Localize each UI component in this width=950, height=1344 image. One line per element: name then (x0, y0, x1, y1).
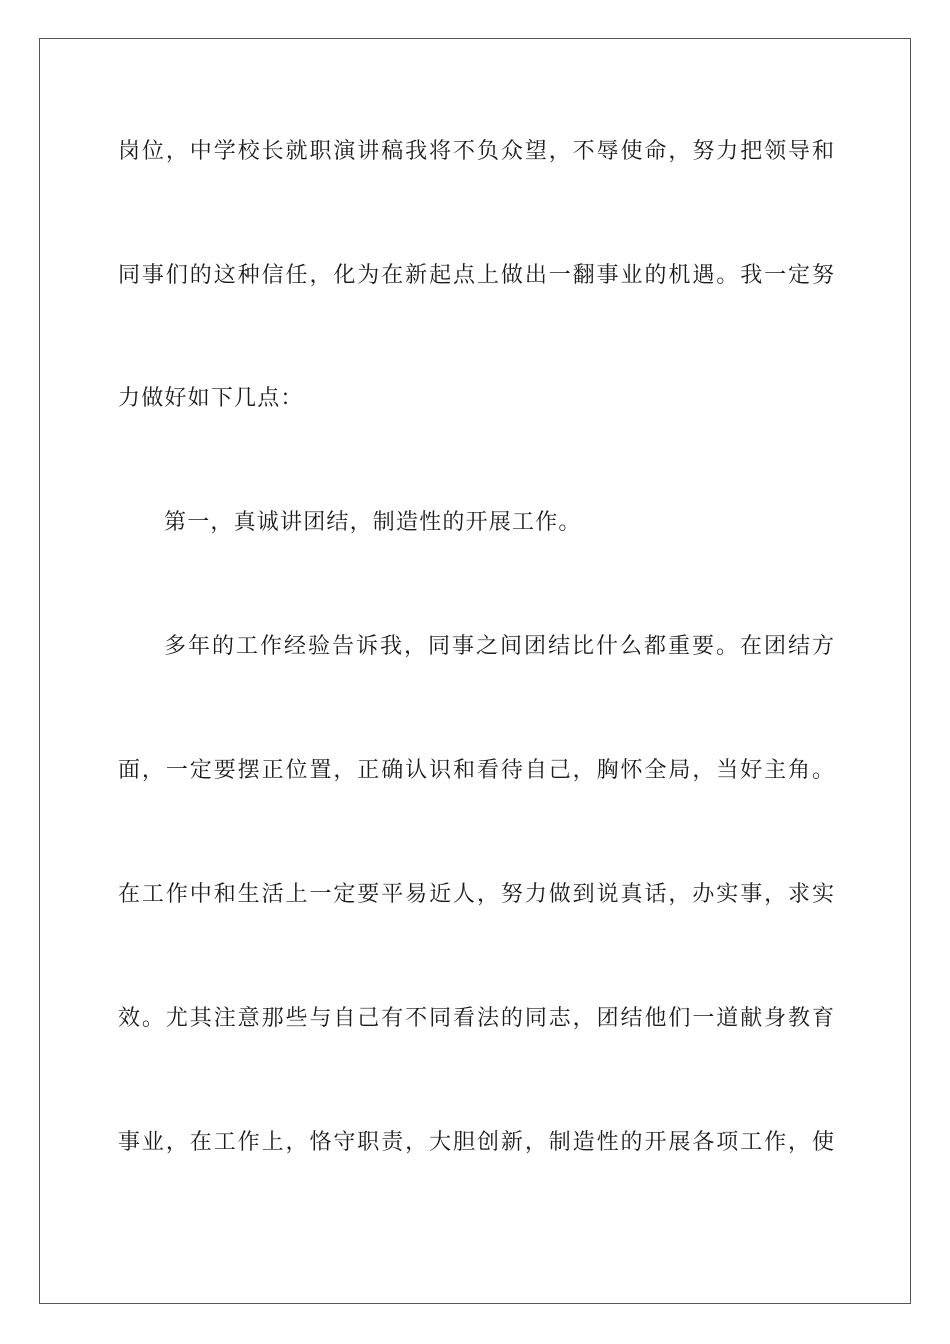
text-line: 力做好如下几点： (118, 386, 304, 411)
text-line: 同事们的这种信任，化为在新起点上做出一翻事业的机遇。我一定努 (118, 263, 834, 288)
text-line: 事业，在工作上，恪守职责，大胆创新，制造性的开展各项工作，使 (118, 1130, 834, 1155)
text-line: 多年的工作经验告诉我，同事之间团结比什么都重要。在团结方 (164, 634, 834, 659)
text-line: 岗位，中学校长就职演讲稿我将不负众望，不辱使命，努力把领导和 (118, 139, 834, 164)
page-frame (39, 38, 911, 1304)
text-line: 在工作中和生活上一定要平易近人，努力做到说真话，办实事，求实 (118, 882, 834, 907)
text-line: 面，一定要摆正位置，正确认识和看待自己，胸怀全局，当好主角。 (118, 758, 834, 783)
paragraph-heading: 第一，真诚讲团结，制造性的开展工作。 (164, 510, 582, 535)
text-line: 效。尤其注意那些与自己有不同看法的同志，团结他们一道献身教育 (118, 1006, 834, 1031)
